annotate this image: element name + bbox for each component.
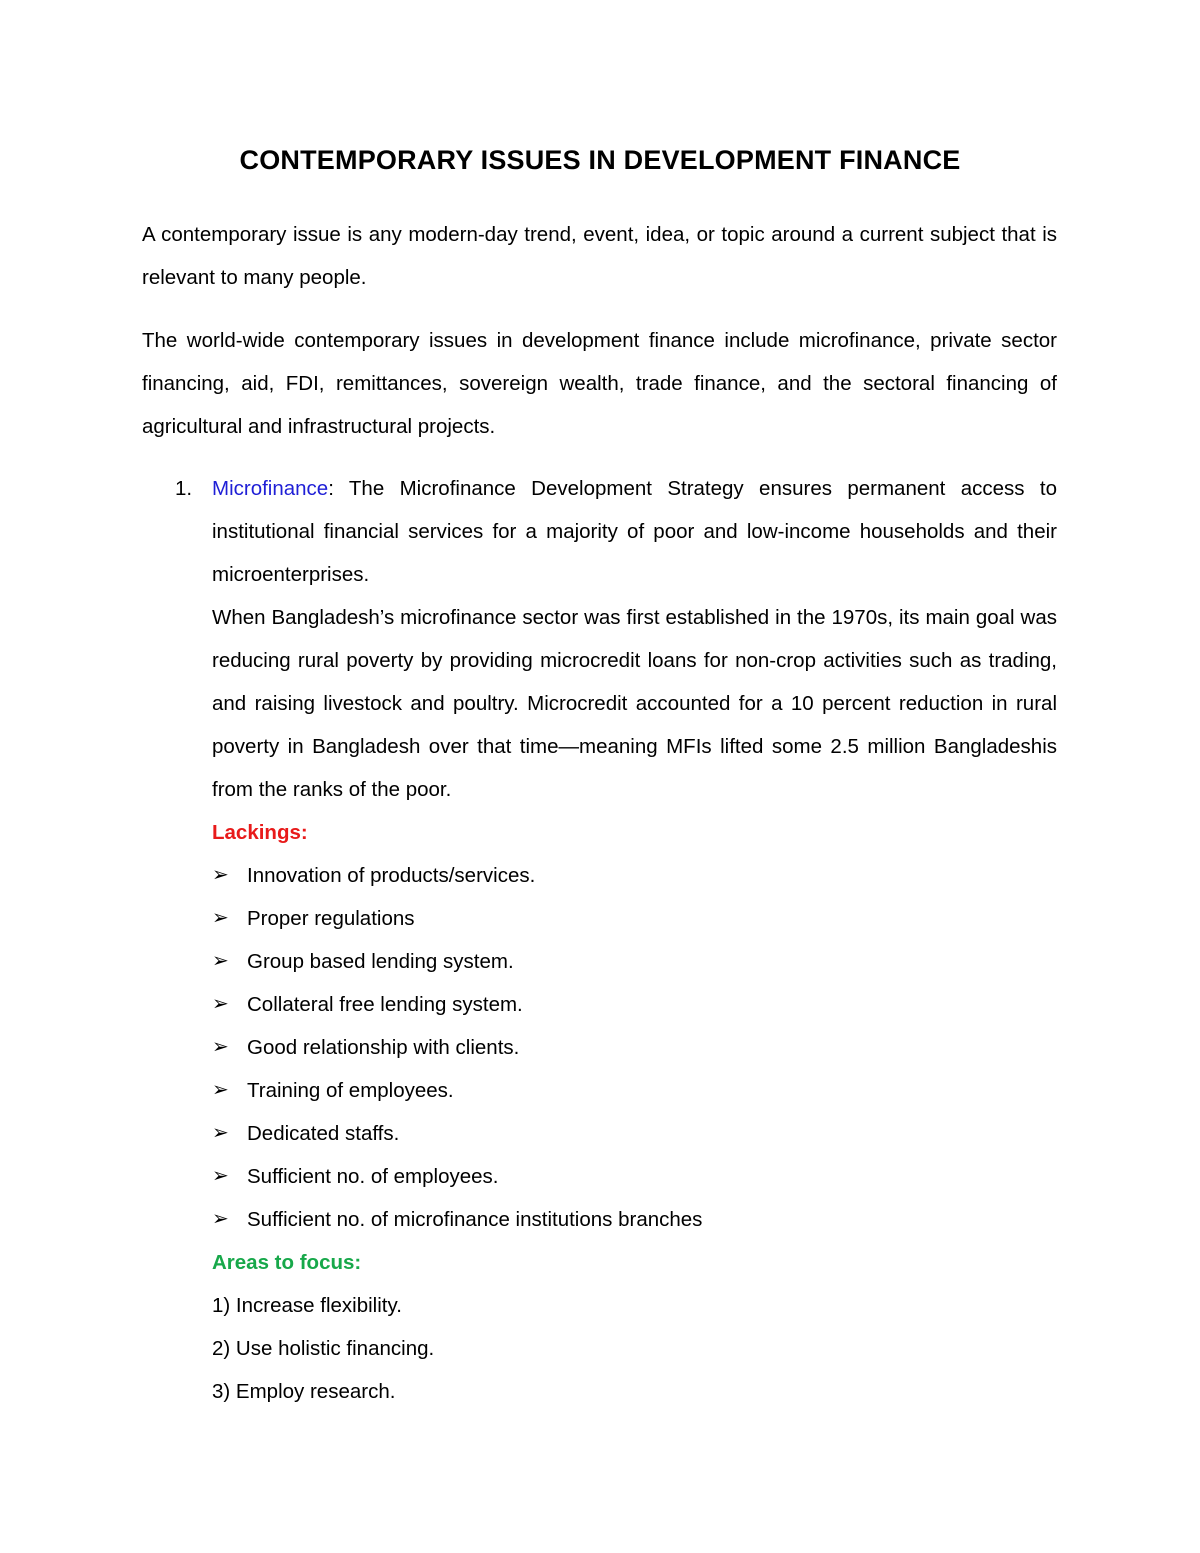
arrow-bullet-icon: ➢ (212, 1036, 229, 1058)
microfinance-definition-text: : The Microfinance Development Strategy ensures permanent access to institutional financial services for a majority of poor and low-income households and their microenterprises. (212, 477, 1057, 586)
focus-list-item: 3) Employ research. (212, 1380, 396, 1403)
arrow-bullet-icon: ➢ (212, 1208, 229, 1230)
arrow-bullet-icon: ➢ (212, 1079, 229, 1101)
focus-heading: Areas to focus: (212, 1251, 362, 1274)
arrow-bullet-icon: ➢ (212, 993, 229, 1015)
bangladesh-paragraph: When Bangladesh’s microfinance sector was first established in the 1970s, its main goal was reducing rural poverty by providing microcredit loans for non-crop activities such as trading, and raising livestock and poultry. Microcredit accounted for a 10 percent reduction in rural poverty in Bangladesh over that time—meaning MFIs lifted some 2.5 million Bangladeshis from the ranks of the poor. (212, 606, 1057, 801)
list-item-number: 1. (175, 477, 193, 500)
lackings-list (212, 854, 1057, 1241)
arrow-bullet-icon: ➢ (212, 907, 229, 929)
intro-paragraph-1: A contemporary issue is any modern-day trend, event, idea, or topic around a current subject that is relevant to many people. (142, 223, 1057, 289)
arrow-bullet-icon: ➢ (212, 1122, 229, 1144)
focus-list-item: 1) Increase flexibility. (212, 1294, 402, 1317)
microfinance-definition (212, 467, 1057, 596)
intro-paragraph-2: The world-wide contemporary issues in development finance include microfinance, private sector financing, aid, FDI, remittances, sovereign wealth, trade finance, and the sectoral financing of agricultural and infrastructural projects. (142, 329, 1057, 438)
lackings-heading: Lackings: (212, 821, 308, 844)
focus-list (212, 1284, 1057, 1413)
lackings-list-item: ➢ Innovation of products/services. (212, 854, 1057, 897)
lackings-list-item: ➢ Sufficient no. of employees. (212, 1155, 1057, 1198)
microfinance-term: Microfinance (212, 477, 329, 500)
focus-list-item: 2) Use holistic financing. (212, 1337, 435, 1360)
lackings-list-item: ➢ Collateral free lending system. (212, 983, 1057, 1026)
arrow-bullet-icon: ➢ (212, 1165, 229, 1187)
lackings-list-item: ➢ Good relationship with clients. (212, 1026, 1057, 1069)
arrow-bullet-icon: ➢ (212, 950, 229, 972)
lackings-list-item: ➢ Training of employees. (212, 1069, 1057, 1112)
lackings-list-item: ➢ Dedicated staffs. (212, 1112, 1057, 1155)
lackings-list-item: ➢ Sufficient no. of microfinance institutions branches (212, 1198, 1057, 1241)
arrow-bullet-icon: ➢ (212, 864, 229, 886)
lackings-list-item: ➢ Proper regulations (212, 897, 1057, 940)
list-item-body (212, 467, 1057, 1413)
lackings-list-item: ➢ Group based lending system. (212, 940, 1057, 983)
document-title: CONTEMPORARY ISSUES IN DEVELOPMENT FINANCE (239, 145, 961, 175)
